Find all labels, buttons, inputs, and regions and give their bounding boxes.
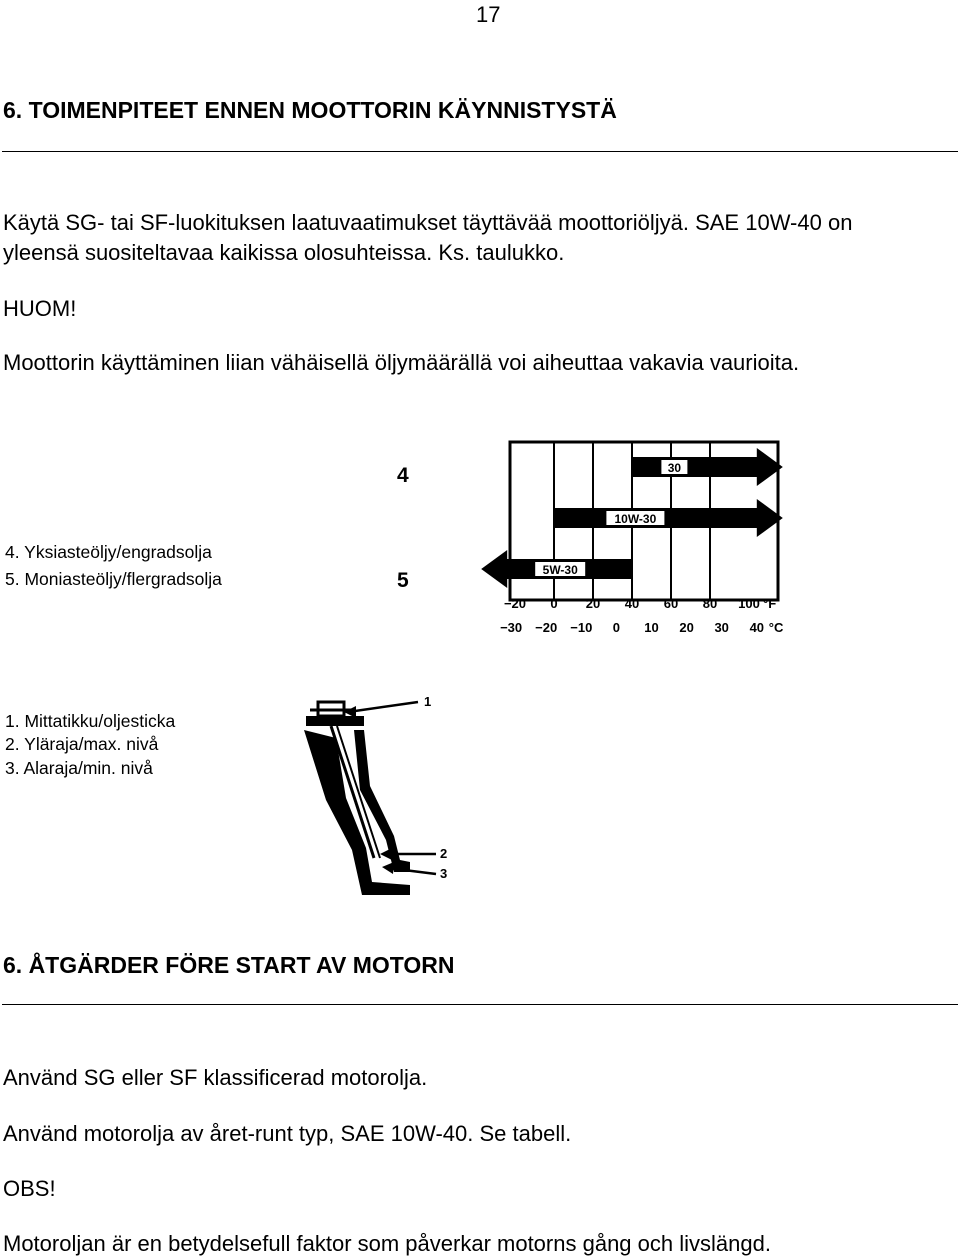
oil-legend-item-4: 4. Yksiasteöljy/engradsolja xyxy=(5,542,212,562)
celsius-tick-label: −30 xyxy=(500,620,523,635)
callout-1-line xyxy=(348,702,418,712)
celsius-tick-label: 30 xyxy=(714,620,729,635)
dipstick-callout-3: 3 xyxy=(440,866,448,881)
viscosity-bar-label: 30 xyxy=(667,461,682,475)
fahrenheit-tick-label: 40 xyxy=(624,596,640,611)
fahrenheit-tick-label: 80 xyxy=(702,596,718,611)
heading-rule-finnish xyxy=(2,151,958,152)
celsius-ticks xyxy=(500,620,784,635)
paragraph-finnish-line2: yleensä suositeltavaa kaikissa olosuhteissa. Ks. taulukko. xyxy=(3,240,565,265)
paragraph-finnish-line1: Käytä SG- tai SF-luokituksen laatuvaatimukset täyttävää moottoriöljyä. SAE 10W-40 on xyxy=(3,210,853,235)
dipstick-callout-1: 1 xyxy=(424,694,432,709)
celsius-tick-label: −10 xyxy=(570,620,593,635)
celsius-unit: °C xyxy=(768,620,784,635)
viscosity-bar-label: 10W-30 xyxy=(614,512,657,526)
dipstick-callout-2: 2 xyxy=(440,846,448,861)
heading-rule-swedish xyxy=(2,1004,958,1005)
viscosity-bar-label: 5W-30 xyxy=(542,563,578,577)
note-label-finnish: HUOM! xyxy=(3,296,77,321)
paragraph-swedish-2: Använd motorolja av året-runt typ, SAE 10W-40. Se tabell. xyxy=(3,1121,572,1146)
fahrenheit-unit: °F xyxy=(763,596,777,611)
fahrenheit-tick-label: 60 xyxy=(663,596,679,611)
fahrenheit-tick-label: 0 xyxy=(550,596,558,611)
dipstick-diagram xyxy=(290,690,490,915)
heading-swedish: 6. ÅTGÄRDER FÖRE START AV MOTORN xyxy=(3,952,455,978)
fahrenheit-tick-label: −20 xyxy=(503,596,527,611)
heading-finnish: 6. TOIMENPITEET ENNEN MOOTTORIN KÄYNNISTYSTÄ xyxy=(3,97,617,123)
callout-2-arrowhead xyxy=(380,848,392,860)
page-number: 17 xyxy=(476,2,501,27)
celsius-tick-label: 20 xyxy=(679,620,694,635)
callout-3-arrowhead xyxy=(382,862,394,874)
fahrenheit-tick-label: 100 xyxy=(738,596,760,611)
fahrenheit-tick-label: 20 xyxy=(585,596,601,611)
celsius-tick-label: 10 xyxy=(644,620,659,635)
celsius-tick-label: 0 xyxy=(612,620,621,635)
callout-4: 4 xyxy=(397,464,409,487)
note-text-swedish: Motoroljan är en betydelsefull faktor som påverkar motorns gång och livslängd. xyxy=(3,1231,771,1256)
dipstick-legend-item-3: 3. Alaraja/min. nivå xyxy=(5,758,153,778)
note-text-finnish: Moottorin käyttäminen liian vähäisellä öljymäärällä voi aiheuttaa vakavia vaurioita. xyxy=(3,350,800,375)
oil-viscosity-chart xyxy=(450,434,800,644)
oil-legend-item-5: 5. Moniasteöljy/flergradsolja xyxy=(5,569,222,589)
callout-5: 5 xyxy=(397,569,409,592)
dipstick-legend-item-2: 2. Yläraja/max. nivå xyxy=(5,734,159,754)
dipstick-legend-item-1: 1. Mittatikku/oljesticka xyxy=(5,711,176,731)
celsius-tick-label: −20 xyxy=(535,620,558,635)
paragraph-swedish-1: Använd SG eller SF klassificerad motorolja. xyxy=(3,1065,428,1090)
note-label-swedish: OBS! xyxy=(3,1176,56,1201)
celsius-tick-label: 40 xyxy=(749,620,765,635)
